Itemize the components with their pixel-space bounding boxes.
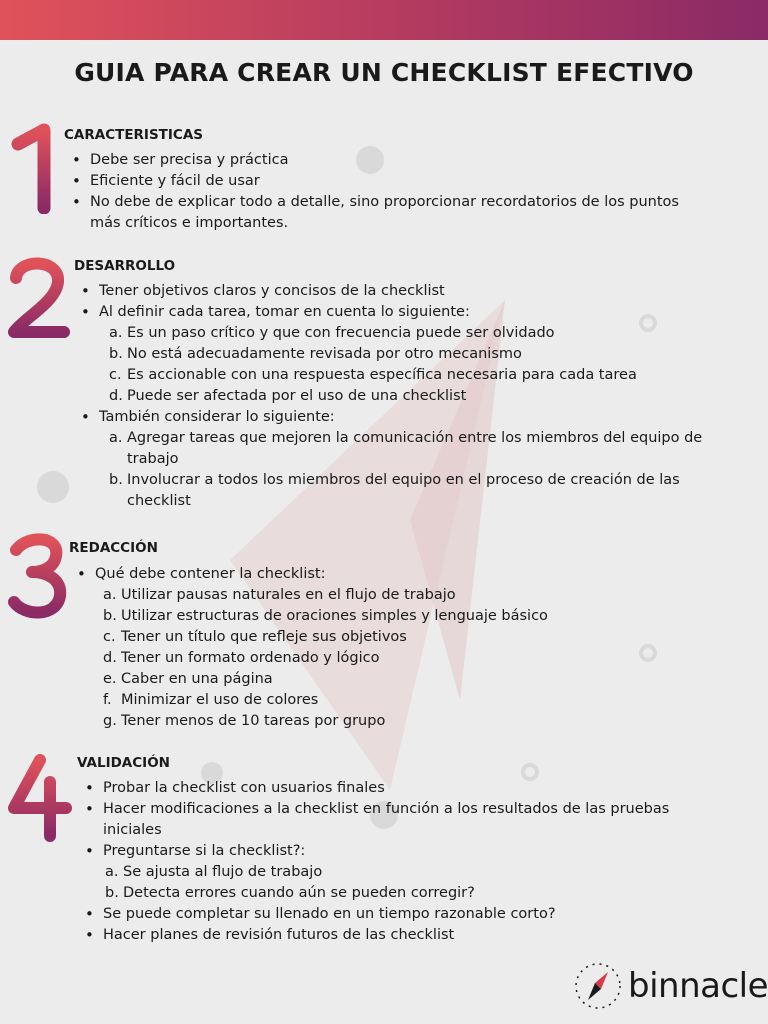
page-title: GUIA PARA CREAR UN CHECKLIST EFECTIVO [74,58,694,87]
list-item: • Qué debe contener la checklist: a. Utilizar pausas naturales en el flujo de trabajo b. Utilizar estructuras de oraciones simples y lenguaje básico c. Tener un título que refleje sus objetivos d. Tener un formato ordenado y lógico e. Caber en una página f. Minimizar el uso de colores g. Tener menos de 10 tareas por grupo [77,564,717,732]
list-item: • Hacer modificaciones a la checklist en función a los resultados de las pruebas iniciales [85,799,725,841]
section-list-1 [72,150,712,234]
sub-item: b. Detecta errores cuando aún se pueden corregir? [105,885,475,901]
sub-item: a. Agregar tareas que mejoren la comunicación entre los miembros del equipo de trabajo [109,430,703,467]
sub-item: b. Utilizar estructuras de oraciones simples y lenguaje básico [103,608,548,624]
sub-list [103,585,717,732]
sub-item: a. Se ajusta al flujo de trabajo [105,864,323,880]
list-item: • También considerar lo siguiente: a. Agregar tareas que mejoren la comunicación entre los miembros del equipo de trabajo b. Involucrar a todos los miembros del equipo en el proceso de creación de las checklist [81,407,736,512]
list-item: • Se puede completar su llenado en un tiempo razonable corto? [85,904,725,925]
list-item: • Eficiente y fácil de usar [72,171,712,192]
sub-list [105,862,725,904]
sub-item: b. Involucrar a todos los miembros del equipo en el proceso de creación de las checklist [109,472,680,509]
section-heading-1: CARACTERISTICAS [64,127,203,143]
section-heading-3: REDACCIÓN [69,540,158,556]
sub-item: a. Utilizar pausas naturales en el flujo de trabajo [103,587,456,603]
logo-text: binnacle [628,966,768,1006]
sub-item: d. Puede ser afectada por el uso de una checklist [109,388,467,404]
section-list-3 [77,564,717,732]
section-heading-2: DESARROLLO [74,258,176,274]
section-heading-4: VALIDACIÓN [77,755,170,771]
list-item: • No debe de explicar todo a detalle, sino proporcionar recordatorios de los puntos más críticos e importantes. [72,192,712,234]
sub-item: g. Tener menos de 10 tareas por grupo [103,713,386,729]
section-number-2 [4,252,74,344]
section-number-4 [4,752,74,844]
sub-item: b. No está adecuadamente revisada por otro mecanismo [109,346,522,362]
sub-item: d. Tener un formato ordenado y lógico [103,650,380,666]
section-list-4 [85,778,725,946]
binnacle-logo [572,958,768,1016]
sub-item: e. Caber en una página [103,671,273,687]
sub-item: a. Es un paso crítico y que con frecuencia puede ser olvidado [109,325,555,341]
sub-item: c. Es accionable con una respuesta específica necesaria para cada tarea [109,367,637,383]
compass-icon [572,960,624,1012]
sub-item: f. Minimizar el uso de colores [103,692,319,708]
section-list-2 [81,281,736,512]
section-number-3 [4,530,74,622]
sub-list [109,428,736,512]
list-item: • Preguntarse si la checklist?: a. Se ajusta al flujo de trabajo b. Detecta errores cuando aún se pueden corregir? [85,841,725,904]
list-item: • Al definir cada tarea, tomar en cuenta lo siguiente: a. Es un paso crítico y que con frecuencia puede ser olvidado b. No está adecuadamente revisada por otro mecanismo c. Es accionable con una respuesta específica necesaria para cada tarea d. Puede ser afectada por el uso de una checklist [81,302,736,407]
list-item: • Debe ser precisa y práctica [72,150,712,171]
list-item: • Hacer planes de revisión futuros de las checklist [85,925,725,946]
sub-list [109,323,736,407]
list-item: • Probar la checklist con usuarios finales [85,778,725,799]
sub-item: c. Tener un título que refleje sus objetivos [103,629,407,645]
list-item: • Tener objetivos claros y concisos de la checklist [81,281,736,302]
